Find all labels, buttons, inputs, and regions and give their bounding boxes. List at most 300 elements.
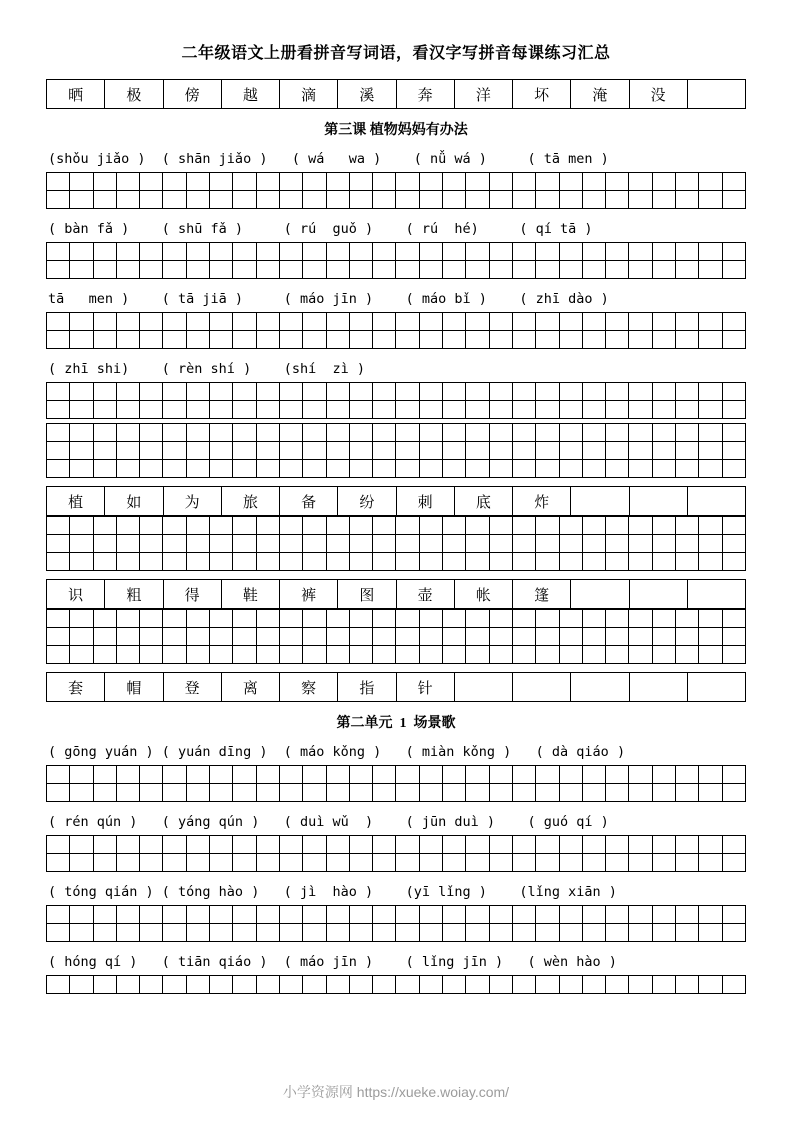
writing-cell	[396, 191, 419, 209]
writing-cell	[466, 854, 489, 872]
writing-cell	[70, 243, 93, 261]
writing-cell	[210, 243, 233, 261]
writing-cell	[327, 261, 350, 279]
writing-cell	[606, 313, 629, 331]
writing-cell	[699, 628, 722, 646]
writing-cell	[327, 628, 350, 646]
writing-cell	[94, 854, 117, 872]
writing-cell	[210, 460, 233, 478]
writing-cell	[490, 836, 513, 854]
writing-cell	[466, 976, 489, 994]
writing-cell	[117, 261, 140, 279]
writing-cell	[583, 646, 606, 664]
writing-cell	[490, 924, 513, 942]
writing-grid	[46, 242, 746, 279]
writing-cell	[396, 243, 419, 261]
writing-cell	[513, 191, 536, 209]
pinyin-prompt-row: ( tóng qián ) ( tóng hào ) ( jì hào ) (yī lǐng ) (lǐng xiān )	[48, 884, 617, 900]
writing-cell	[373, 383, 396, 401]
writing-cell	[490, 906, 513, 924]
writing-cell	[466, 553, 489, 571]
writing-cell	[233, 784, 256, 802]
writing-cell	[420, 261, 443, 279]
writing-cell	[47, 628, 70, 646]
character-cell: 针	[397, 673, 455, 702]
writing-cell	[210, 924, 233, 942]
writing-cell	[513, 517, 536, 535]
writing-cell	[676, 610, 699, 628]
writing-cell	[513, 976, 536, 994]
writing-cell	[373, 424, 396, 442]
writing-cell	[140, 331, 163, 349]
writing-cell	[629, 383, 652, 401]
writing-cell	[583, 976, 606, 994]
writing-cell	[396, 646, 419, 664]
writing-cell	[94, 976, 117, 994]
writing-cell	[676, 924, 699, 942]
writing-cell	[653, 243, 676, 261]
writing-cell	[653, 628, 676, 646]
writing-cell	[676, 906, 699, 924]
writing-cell	[420, 836, 443, 854]
writing-cell	[723, 460, 746, 478]
writing-cell	[210, 854, 233, 872]
writing-cell	[629, 442, 652, 460]
writing-cell	[560, 924, 583, 942]
writing-cell	[303, 646, 326, 664]
writing-cell	[327, 517, 350, 535]
writing-cell	[490, 610, 513, 628]
writing-cell	[466, 261, 489, 279]
writing-cell	[629, 976, 652, 994]
writing-cell	[653, 784, 676, 802]
writing-cell	[233, 191, 256, 209]
writing-cell	[490, 460, 513, 478]
writing-cell	[210, 517, 233, 535]
footer-link[interactable]: 小学资源网 https://xueke.woiay.com/	[282, 1084, 510, 1100]
writing-cell	[396, 628, 419, 646]
writing-cell	[327, 784, 350, 802]
writing-cell	[94, 628, 117, 646]
writing-cell	[70, 191, 93, 209]
writing-cell	[653, 924, 676, 942]
writing-cell	[396, 610, 419, 628]
writing-cell	[536, 553, 559, 571]
writing-cell	[536, 517, 559, 535]
writing-cell	[560, 442, 583, 460]
writing-cell	[513, 424, 536, 442]
writing-cell	[629, 191, 652, 209]
writing-cell	[466, 924, 489, 942]
writing-cell	[350, 784, 373, 802]
writing-cell	[443, 261, 466, 279]
writing-cell	[466, 243, 489, 261]
writing-cell	[163, 646, 186, 664]
writing-cell	[629, 646, 652, 664]
writing-cell	[257, 331, 280, 349]
writing-cell	[396, 460, 419, 478]
writing-cell	[47, 553, 70, 571]
writing-cell	[699, 383, 722, 401]
writing-cell	[303, 173, 326, 191]
writing-cell	[94, 646, 117, 664]
writing-cell	[233, 628, 256, 646]
writing-cell	[606, 976, 629, 994]
writing-cell	[490, 401, 513, 419]
writing-cell	[47, 535, 70, 553]
writing-cell	[140, 442, 163, 460]
character-cell: 淹	[571, 80, 629, 109]
writing-cell	[327, 331, 350, 349]
writing-cell	[653, 906, 676, 924]
writing-cell	[350, 313, 373, 331]
writing-cell	[233, 261, 256, 279]
writing-cell	[187, 610, 210, 628]
writing-cell	[373, 243, 396, 261]
writing-cell	[94, 383, 117, 401]
character-cell: 没	[630, 80, 688, 109]
writing-cell	[280, 243, 303, 261]
character-cell: 识	[47, 580, 105, 609]
writing-cell	[583, 442, 606, 460]
writing-cell	[723, 766, 746, 784]
writing-cell	[70, 460, 93, 478]
writing-cell	[513, 766, 536, 784]
writing-cell	[606, 766, 629, 784]
writing-cell	[420, 976, 443, 994]
writing-cell	[560, 836, 583, 854]
writing-cell	[536, 906, 559, 924]
writing-cell	[536, 628, 559, 646]
writing-cell	[350, 836, 373, 854]
writing-cell	[443, 442, 466, 460]
writing-cell	[676, 383, 699, 401]
character-row	[46, 672, 746, 702]
writing-cell	[513, 173, 536, 191]
writing-cell	[94, 610, 117, 628]
writing-cell	[257, 854, 280, 872]
writing-cell	[653, 535, 676, 553]
writing-cell	[327, 313, 350, 331]
writing-cell	[163, 784, 186, 802]
pinyin-prompt-row: ( gōng yuán ) ( yuán dīng ) ( máo kǒng ) ( miàn kǒng ) ( dà qiáo )	[48, 744, 626, 760]
writing-cell	[443, 906, 466, 924]
writing-cell	[327, 553, 350, 571]
writing-cell	[699, 924, 722, 942]
writing-cell	[560, 906, 583, 924]
writing-cell	[303, 383, 326, 401]
writing-cell	[560, 173, 583, 191]
character-cell: 傍	[164, 80, 222, 109]
writing-cell	[47, 517, 70, 535]
writing-cell	[629, 517, 652, 535]
empty-cell	[513, 673, 571, 702]
writing-cell	[117, 424, 140, 442]
writing-cell	[233, 854, 256, 872]
writing-cell	[443, 517, 466, 535]
writing-cell	[606, 331, 629, 349]
writing-cell	[513, 243, 536, 261]
writing-cell	[653, 261, 676, 279]
writing-cell	[163, 906, 186, 924]
writing-cell	[653, 442, 676, 460]
writing-cell	[583, 924, 606, 942]
character-cell: 登	[164, 673, 222, 702]
writing-cell	[233, 442, 256, 460]
writing-cell	[117, 313, 140, 331]
writing-cell	[723, 517, 746, 535]
writing-cell	[699, 784, 722, 802]
writing-cell	[303, 610, 326, 628]
writing-cell	[560, 610, 583, 628]
writing-cell	[350, 924, 373, 942]
writing-cell	[676, 313, 699, 331]
writing-cell	[536, 261, 559, 279]
writing-cell	[420, 424, 443, 442]
writing-cell	[443, 836, 466, 854]
writing-cell	[513, 784, 536, 802]
writing-cell	[583, 854, 606, 872]
writing-cell	[140, 460, 163, 478]
character-cell: 越	[222, 80, 280, 109]
character-cell: 帽	[105, 673, 163, 702]
writing-cell	[117, 976, 140, 994]
writing-cell	[233, 517, 256, 535]
writing-cell	[699, 401, 722, 419]
pinyin-prompt-row: ( bàn fǎ ) ( shū fǎ ) ( rú guǒ ) ( rú hé) ( qí tā )	[48, 221, 593, 237]
writing-cell	[420, 401, 443, 419]
character-cell: 裤	[280, 580, 338, 609]
writing-cell	[210, 383, 233, 401]
writing-cell	[70, 784, 93, 802]
writing-cell	[490, 854, 513, 872]
writing-cell	[94, 924, 117, 942]
writing-cell	[280, 766, 303, 784]
writing-cell	[466, 442, 489, 460]
writing-cell	[163, 836, 186, 854]
character-cell: 指	[338, 673, 396, 702]
writing-cell	[117, 383, 140, 401]
writing-cell	[723, 836, 746, 854]
writing-cell	[443, 173, 466, 191]
writing-cell	[560, 628, 583, 646]
writing-cell	[47, 261, 70, 279]
writing-cell	[210, 976, 233, 994]
writing-cell	[70, 906, 93, 924]
writing-cell	[583, 784, 606, 802]
writing-cell	[257, 424, 280, 442]
writing-cell	[443, 646, 466, 664]
writing-cell	[723, 553, 746, 571]
writing-cell	[676, 401, 699, 419]
writing-cell	[420, 191, 443, 209]
writing-cell	[117, 460, 140, 478]
writing-cell	[70, 766, 93, 784]
writing-cell	[723, 442, 746, 460]
writing-cell	[490, 553, 513, 571]
writing-cell	[140, 610, 163, 628]
writing-cell	[606, 460, 629, 478]
writing-cell	[140, 646, 163, 664]
character-cell: 粗	[105, 580, 163, 609]
writing-cell	[257, 646, 280, 664]
writing-cell	[373, 646, 396, 664]
writing-cell	[373, 460, 396, 478]
writing-cell	[373, 766, 396, 784]
writing-cell	[117, 401, 140, 419]
writing-cell	[466, 191, 489, 209]
writing-cell	[94, 766, 117, 784]
writing-cell	[396, 766, 419, 784]
writing-cell	[140, 243, 163, 261]
writing-cell	[350, 243, 373, 261]
character-cell: 植	[47, 487, 105, 516]
writing-cell	[560, 401, 583, 419]
writing-cell	[373, 854, 396, 872]
writing-cell	[606, 646, 629, 664]
writing-cell	[233, 313, 256, 331]
writing-cell	[70, 383, 93, 401]
writing-cell	[513, 401, 536, 419]
writing-cell	[420, 313, 443, 331]
writing-cell	[560, 191, 583, 209]
writing-cell	[187, 383, 210, 401]
writing-cell	[350, 628, 373, 646]
writing-cell	[187, 784, 210, 802]
writing-cell	[70, 442, 93, 460]
writing-cell	[350, 460, 373, 478]
writing-cell	[280, 976, 303, 994]
character-cell: 得	[164, 580, 222, 609]
writing-cell	[163, 976, 186, 994]
writing-cell	[187, 628, 210, 646]
writing-cell	[513, 836, 536, 854]
writing-cell	[303, 976, 326, 994]
writing-cell	[303, 854, 326, 872]
writing-cell	[163, 383, 186, 401]
writing-cell	[303, 191, 326, 209]
writing-cell	[466, 424, 489, 442]
writing-cell	[327, 766, 350, 784]
writing-cell	[47, 646, 70, 664]
writing-cell	[47, 784, 70, 802]
writing-cell	[420, 906, 443, 924]
writing-cell	[536, 442, 559, 460]
writing-cell	[490, 784, 513, 802]
writing-cell	[466, 628, 489, 646]
writing-cell	[187, 766, 210, 784]
writing-cell	[117, 331, 140, 349]
empty-cell	[630, 580, 688, 609]
writing-cell	[210, 906, 233, 924]
writing-cell	[163, 424, 186, 442]
writing-cell	[303, 535, 326, 553]
writing-cell	[536, 766, 559, 784]
writing-cell	[560, 517, 583, 535]
writing-cell	[466, 646, 489, 664]
writing-cell	[94, 331, 117, 349]
character-cell: 炸	[513, 487, 571, 516]
writing-cell	[490, 646, 513, 664]
writing-cell	[443, 924, 466, 942]
writing-cell	[653, 976, 676, 994]
writing-cell	[629, 243, 652, 261]
writing-cell	[233, 424, 256, 442]
writing-cell	[606, 191, 629, 209]
writing-cell	[560, 383, 583, 401]
writing-cell	[280, 424, 303, 442]
writing-grid	[46, 423, 746, 478]
writing-cell	[466, 535, 489, 553]
writing-cell	[420, 854, 443, 872]
writing-cell	[373, 331, 396, 349]
character-cell: 如	[105, 487, 163, 516]
writing-cell	[420, 331, 443, 349]
writing-cell	[466, 313, 489, 331]
writing-cell	[257, 401, 280, 419]
writing-cell	[676, 784, 699, 802]
writing-cell	[117, 906, 140, 924]
writing-cell	[303, 766, 326, 784]
writing-cell	[70, 553, 93, 571]
writing-cell	[163, 766, 186, 784]
writing-cell	[560, 331, 583, 349]
writing-cell	[560, 424, 583, 442]
writing-cell	[536, 924, 559, 942]
writing-cell	[653, 836, 676, 854]
writing-cell	[94, 836, 117, 854]
writing-cell	[536, 460, 559, 478]
writing-cell	[443, 401, 466, 419]
writing-cell	[396, 442, 419, 460]
writing-cell	[117, 836, 140, 854]
writing-cell	[280, 646, 303, 664]
writing-cell	[583, 766, 606, 784]
writing-cell	[560, 535, 583, 553]
writing-cell	[257, 610, 280, 628]
writing-cell	[653, 191, 676, 209]
writing-cell	[653, 517, 676, 535]
writing-cell	[350, 331, 373, 349]
writing-cell	[583, 906, 606, 924]
writing-cell	[629, 535, 652, 553]
writing-cell	[70, 924, 93, 942]
writing-cell	[163, 535, 186, 553]
writing-cell	[443, 766, 466, 784]
writing-cell	[396, 313, 419, 331]
writing-cell	[280, 173, 303, 191]
writing-cell	[210, 553, 233, 571]
writing-cell	[257, 628, 280, 646]
writing-grid	[46, 172, 746, 209]
writing-cell	[94, 784, 117, 802]
writing-cell	[327, 646, 350, 664]
writing-cell	[280, 191, 303, 209]
writing-cell	[257, 906, 280, 924]
writing-cell	[583, 261, 606, 279]
writing-cell	[676, 424, 699, 442]
writing-cell	[117, 610, 140, 628]
pinyin-prompt-row: ( rén qún ) ( yáng qún ) ( duì wǔ ) ( jūn duì ) ( guó qí )	[48, 814, 609, 830]
writing-cell	[606, 628, 629, 646]
writing-cell	[257, 924, 280, 942]
writing-cell	[140, 628, 163, 646]
writing-cell	[583, 628, 606, 646]
writing-cell	[466, 331, 489, 349]
writing-cell	[536, 535, 559, 553]
writing-cell	[140, 906, 163, 924]
writing-cell	[676, 766, 699, 784]
